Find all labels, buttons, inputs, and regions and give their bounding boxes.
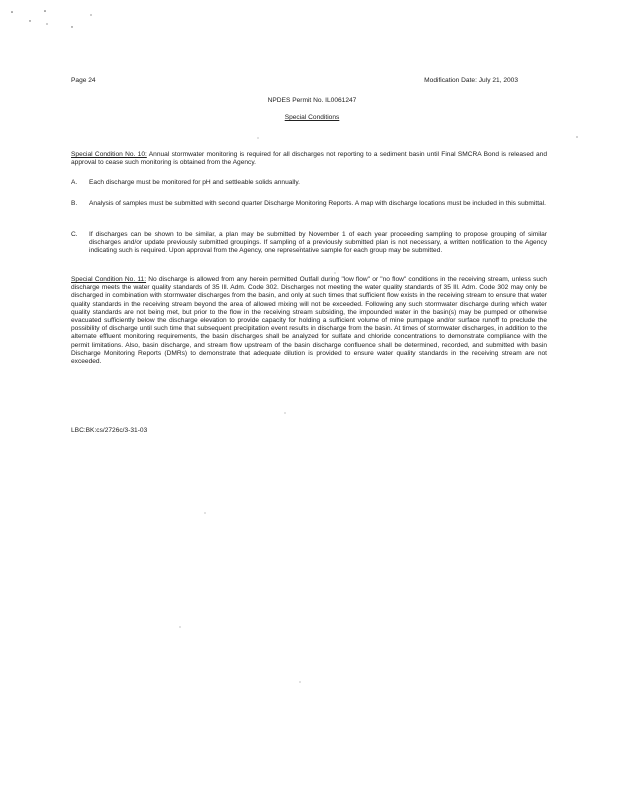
special-condition-10	[71, 151, 547, 167]
special-condition-11	[71, 276, 547, 366]
permit-title: NPDES Permit No. IL0061247	[267, 97, 357, 104]
page-number: Page 24	[71, 77, 96, 84]
condition-10-label: Special Condition No. 10:	[71, 151, 147, 158]
modification-date: Modification Date: July 21, 2003	[424, 77, 518, 84]
section-title-text: Special Conditions	[284, 114, 340, 121]
item-b-letter: B.	[71, 200, 78, 207]
condition-11-text: No discharge is allowed from any herein permitted Outfall during "low flow" or "no flow" conditions in the receiving stream, unless such discharge meets the water quality standards of 35 Ill. Adm. Code 302. Discharges not meeting the water quality standards of 35 Ill. Adm. Code 302 may only be discharged in combination with stormwater discharges from the basin, and only at such times that sufficient flow exists in the receiving stream to ensure that water quality standards in the receiving stream beyond the area of allowed mixing will not be exceeded. Following any such stormwater discharge during which water quality standards are not being met, but prior to the flow in the receiving stream subsiding, the impounded water in the basin(s) may be pumped or otherwise evacuated sufficiently below the discharge elevation to provide capacity for holding a sufficient volume of mine pumpage and/or surface runoff to preclude the possibility of discharge until such time that subsequent precipitation event results in discharge from the basin. At times of stormwater discharges, in addition to the alternate effluent monitoring requirements, the basin discharges shall be analyzed for sulfate and chloride concentrations to demonstrate compliance with the permit limitations. Also, basin discharge, and stream flow upstream of the basin discharge confluence shall be determined, recorded, and submitted with basin Discharge Monitoring Reports (DMRs) to demonstrate that adequate dilution is provided to ensure water quality standards in the receiving stream are not exceeded.	[71, 276, 548, 366]
reference-code: LBC:BK:cs/2726c/3-31-03	[71, 427, 148, 434]
section-title	[0, 114, 624, 122]
item-a-letter: A.	[71, 179, 78, 186]
condition-10-text: Annual stormwater monitoring is required for all discharges not reporting to a sediment basin until Final SMCRA Bond is released and approval to cease such monitoring is obtained from the Agency.	[71, 151, 547, 167]
item-a-text: Each discharge must be monitored for pH and settleable solids annually.	[89, 179, 300, 186]
item-b-text: Analysis of samples must be submitted with second quarter Discharge Monitoring Reports. A map with discharge locations must be included in this submittal.	[89, 200, 547, 207]
item-c-letter: C.	[71, 231, 78, 238]
condition-11-label: Special Condition No. 11:	[71, 276, 147, 283]
item-c-text: If discharges can be shown to be similar, a plan may be submitted by November 1 of each year proceeding sampling to propose grouping of similar discharges and/or update previously submitted groupings. If sampling of a previously submitted plan is not necessary, a written notification to the Agency indicating such is required. Upon approval from the Agency, one representative sample for each group may be submitted.	[89, 231, 547, 255]
